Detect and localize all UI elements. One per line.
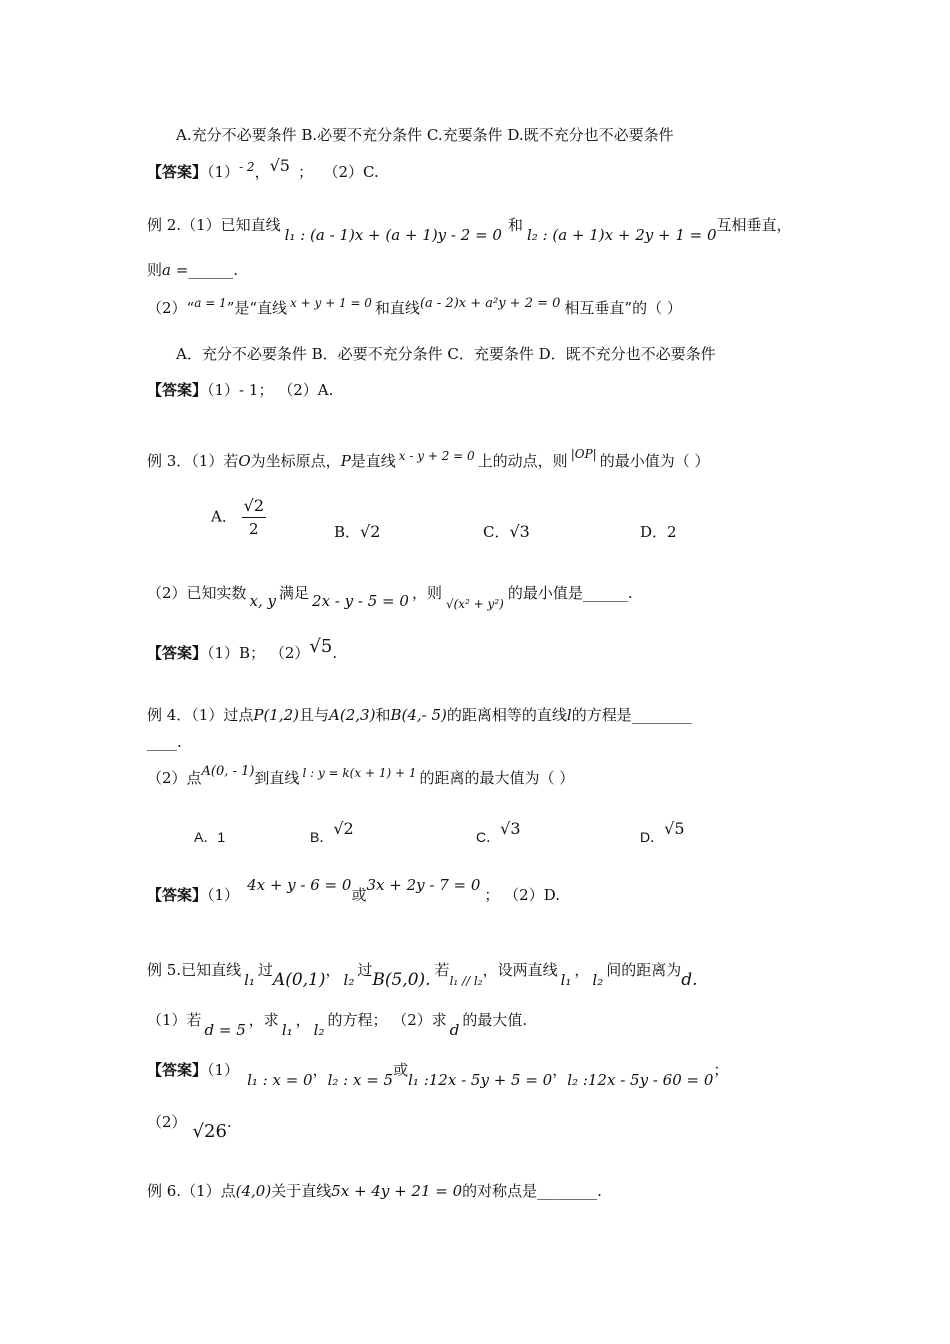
answer-label: 【答案】 <box>147 381 208 399</box>
ex2-q1: 例 2.（1）已知直线l₁ : (a - 1)x + (a + 1)y - 2 = 0和l₂ : (a + 1)x + 2y + 1 = 0互相垂直， <box>147 216 792 244</box>
ex4-option-c: C．√3 <box>476 819 521 845</box>
ex4-q2: （2）点A(0, - 1)到直线 $^{l : y = k(x + 1) + 1}$ 的距离的最大值为（ ） <box>147 764 575 787</box>
ex4-q1-cont: ____. <box>147 733 182 751</box>
ex3-q1: 例 3．（1）若O为坐标原点，P是直线 $^{x - y + 2 = 0}$ 上的动点，则 $^{|OP|}$ 的最小值为（ ） <box>147 447 710 470</box>
ex4-option-a: A．1 <box>194 829 226 845</box>
ex1-options: A.充分不必要条件 B.必要不充分条件 C.充要条件 D.既不充分也不必要条件 <box>176 126 674 144</box>
ex4-option-d: D．√5 <box>640 819 685 845</box>
ex5-answer2: （2） √26. <box>147 1113 232 1142</box>
ex2-answer: 【答案】（1）- 1； （2）A. <box>147 381 334 399</box>
ex1-answer: 【答案】$(1)^{- 2}$，√5 ； （2）C. <box>147 156 379 181</box>
fraction: $\frac{√2}{2}$ <box>243 496 264 538</box>
ex3-option-b: B．√2 <box>334 522 381 541</box>
ex6-question: 例 6.（1）点(4,0)关于直线5x + 4y + 21 = 0的对称点是________. <box>147 1182 602 1200</box>
answer-label: 【答案】 <box>147 163 208 181</box>
ex3-option-c: C．√3 <box>483 522 530 541</box>
ex5-answer: 【答案】（1）l₁ : x = 0，l₂ : x = 5或l₁ :12x - 5y + 5 = 0，l₂ :12x - 5y - 60 = 0； <box>147 1061 729 1089</box>
ex3-option-a: A． $\frac{√2}{2}$ <box>211 496 264 538</box>
ex3-q2: （2）已知实数 x, y 满足 2x - y - 5 = 0 ，则$_{√(x^2 + y^2)}$的最小值是______. <box>147 584 633 611</box>
answer-label: 【答案】 <box>147 886 208 904</box>
ex5-question: 例 5.已知直线l₁过A(0,1)，l₂过B(5,0). 若$_{l_1 // l_2}$，设两直线l₁，l₂间的距离为d. <box>147 961 698 990</box>
ex2-line-l1: l₁ : (a - 1)x + (a + 1)y - 2 = 0 <box>284 226 502 244</box>
ex2-q2: （2）“$^{a = 1}$”是“直线 $^{x + y + 1 = 0}$ 和直线(a - 2)x + a²y + 2 = 0 相互垂直”的（ ） <box>147 296 682 317</box>
ex5-parts: （1）若d = 5，求l₁，l₂的方程； （2）求d的最大值. <box>147 1011 528 1039</box>
answer-label: 【答案】 <box>147 1061 208 1079</box>
ex4-q1: 例 4．（1）过点P(1,2)且与A(2,3)和B(4,- 5)的距离相等的直线l的方程是________ <box>147 706 692 724</box>
answer-label: 【答案】 <box>147 644 208 662</box>
ex2-line-l2: l₂ : (a + 1)x + 2y + 1 = 0 <box>526 226 717 244</box>
ex3-answer: 【答案】（1）B； （2）√5. <box>147 636 338 662</box>
ex4-answer: 【答案】（1）4x + y - 6 = 0或3x + 2y - 7 = 0； （2）D. <box>147 876 560 904</box>
ex3-option-d: D．2 <box>640 523 677 541</box>
ex4-option-b: B．√2 <box>310 819 354 845</box>
ex2-q1-line2: 则a =______. <box>147 261 239 279</box>
ex2-options: A．充分不必要条件 B．必要不充分条件 C．充要条件 D．既不充分也不必要条件 <box>176 345 716 363</box>
